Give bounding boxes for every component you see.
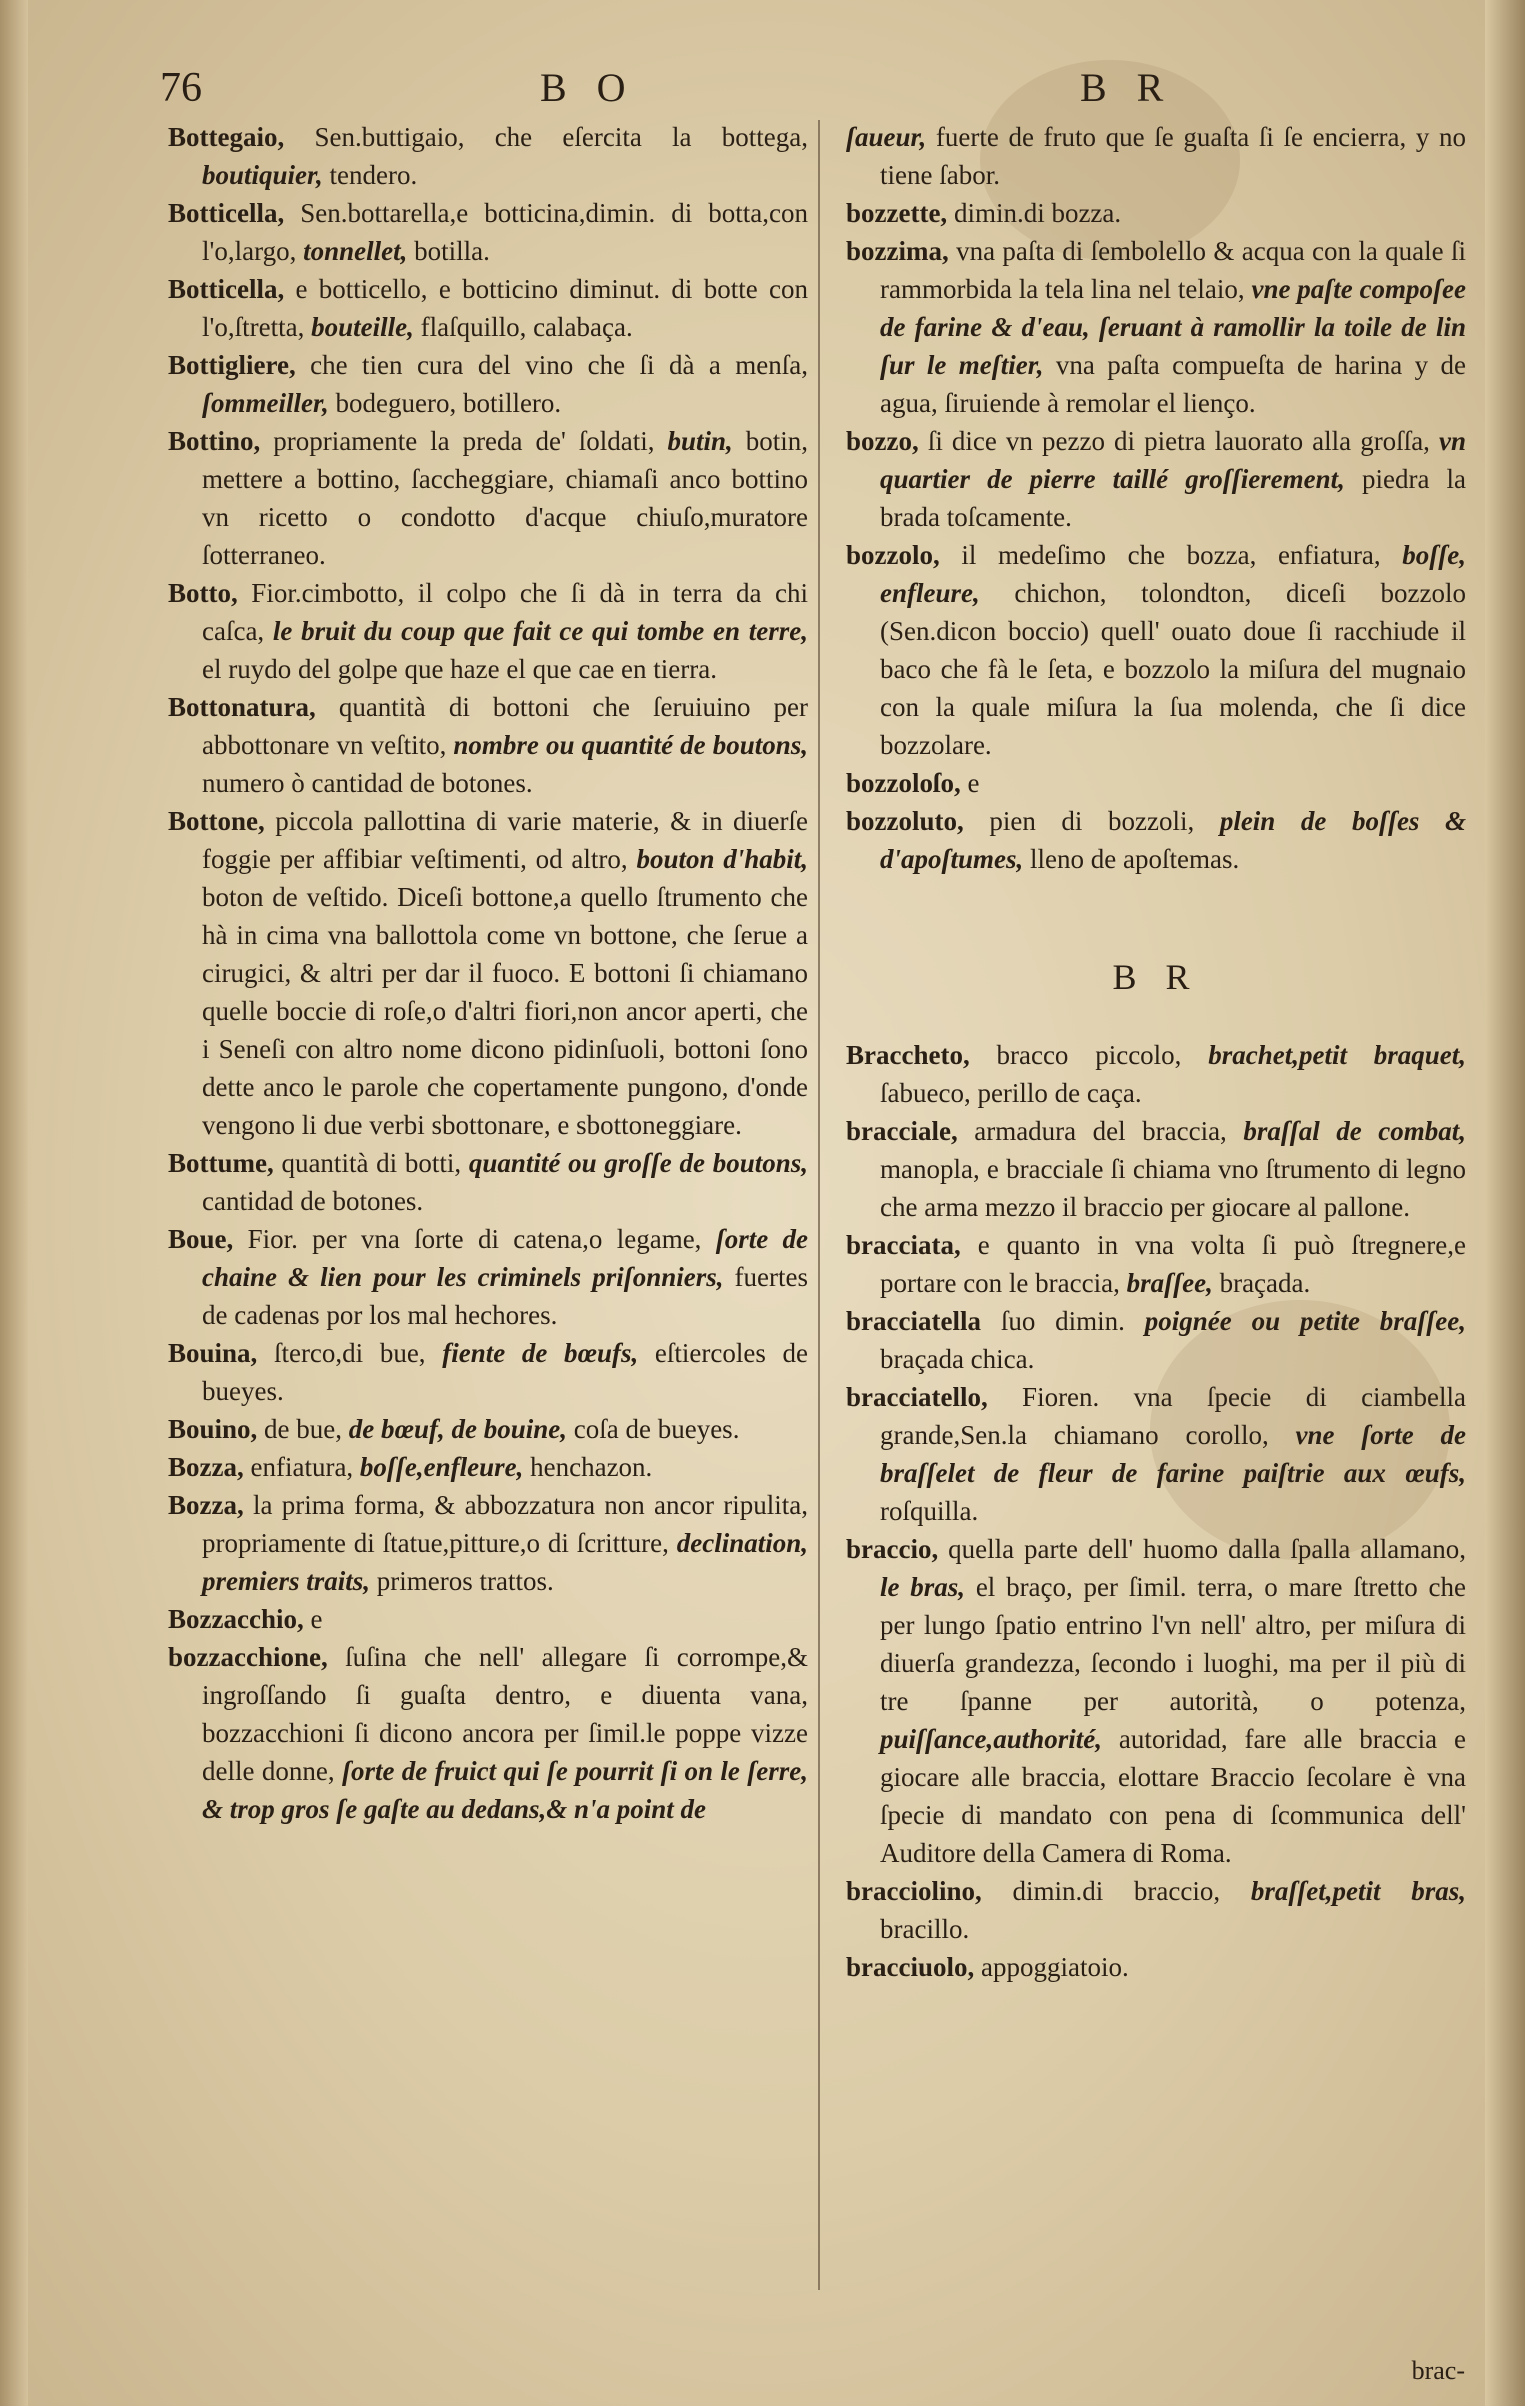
column-divider [818, 120, 820, 2290]
entry-definition: appoggiatoio. [981, 1952, 1129, 1982]
entry-spanish: braçada. [1219, 1268, 1311, 1298]
entry-french: tonnellet, [303, 236, 408, 266]
entry-headword: bozzette, [846, 198, 948, 228]
dictionary-entry [168, 194, 808, 270]
entry-french: ſorte de chaine & lien pour les criminels priſonniers, [202, 1224, 808, 1292]
dictionary-entry [846, 1872, 1466, 1948]
entry-definition: ſuo dimin. [1000, 1306, 1125, 1336]
entry-spanish: bracillo. [880, 1914, 970, 1944]
entry-headword: Bottino, [168, 426, 261, 456]
dictionary-entry [846, 1948, 1466, 1986]
entry-definition: quantità di bottoni che ſeruiuino per abbottonare vn veſtito, [202, 692, 808, 760]
entry-headword: bozzolo, [846, 540, 940, 570]
entry-definition: e [967, 768, 980, 798]
entry-headword: Bottonatura, [168, 692, 316, 722]
entry-definition: la prima forma, & abbozzatura non ancor ripulita, propriamente di ſtatue,pitture,o di ſcritture, [202, 1490, 808, 1558]
dictionary-entry [846, 536, 1466, 764]
entry-definition: Fior. per vna ſorte di catena,o legame, [247, 1224, 702, 1254]
entry-spanish: autoridad, fare alle braccia e giocare alle braccia, elottare Braccio ſecolare è vna ſpecie di mandato con pena di ſcommunica dell' Auditore della Camera di Roma. [880, 1724, 1467, 1868]
entry-headword: Bottume, [168, 1148, 274, 1178]
entry-spanish: bodeguero, botillero. [335, 388, 562, 418]
entry-headword: Braccheto, [846, 1040, 970, 1070]
entry-headword: Botticella, [168, 274, 285, 304]
entry-headword: bracciata, [846, 1230, 961, 1260]
entry-definition: Fioren. vna ſpecie di ciambella grande,Sen.la chiamano corollo, [880, 1382, 1467, 1450]
left-column [168, 118, 808, 1828]
entry-spanish: coſa de bueyes. [573, 1414, 740, 1444]
entry-french: vne ſorte de braſſelet de fleur de farine paiſtrie aux œufs, [880, 1420, 1466, 1488]
dictionary-entry [846, 1226, 1466, 1302]
entry-french: ſaueur, [846, 122, 927, 152]
entry-headword: Bozza, [168, 1490, 244, 1520]
dictionary-entry [168, 1638, 808, 1828]
entry-headword: Botticella, [168, 198, 285, 228]
entry-headword: Botto, [168, 578, 238, 608]
dictionary-entry [168, 1220, 808, 1334]
entry-definition: pien di bozzoli, [989, 806, 1195, 836]
entry-french: braſſet,petit bras, [1250, 1876, 1466, 1906]
entry-spanish: el ruydo del golpe que haze el que cae en tierra. [202, 654, 717, 684]
dictionary-entry [168, 1144, 808, 1220]
dictionary-entry [168, 422, 808, 574]
entry-french: ſommeiller, [202, 388, 329, 418]
entry-headword: bozzoloſo, [846, 768, 961, 798]
right-column-bottom-entries [846, 1036, 1466, 1986]
right-running-head: B R [1080, 65, 1174, 110]
entry-headword: braccio, [846, 1534, 939, 1564]
dictionary-entry [168, 346, 808, 422]
entry-french: braſſee, [1126, 1268, 1213, 1298]
entry-french: de bœuf, de bouine, [348, 1414, 568, 1444]
entry-headword: bracciatella [846, 1306, 981, 1336]
dictionary-entry [846, 232, 1466, 422]
entry-headword: bozzima, [846, 236, 949, 266]
dictionary-entry [168, 118, 808, 194]
entry-french: vne paſte compoſee de farine & d'eau, ſeruant à ramollir la toile de lin ſur le meſtier, [880, 274, 1467, 380]
entry-definition: Fior.cimbotto, il colpo che ſi dà in terra da chi caſca, [202, 578, 809, 646]
entry-french: nombre ou quantité de boutons, [453, 730, 809, 760]
dictionary-entry [168, 1600, 808, 1638]
entry-french: puiſſance,authorité, [880, 1724, 1103, 1754]
entry-headword: Bouino, [168, 1414, 258, 1444]
entry-spanish: ſabueco, perillo de caça. [880, 1078, 1142, 1108]
page-edge-right [1485, 0, 1525, 2406]
entry-spanish: henchazon. [530, 1452, 653, 1482]
running-header [150, 64, 1445, 124]
dictionary-entry [168, 802, 808, 1144]
page-edge-left [0, 0, 28, 2406]
dictionary-entry [168, 688, 808, 802]
entry-headword: bracciale, [846, 1116, 958, 1146]
entry-spanish: vna paſta compueſta de harina y de agua, ſiruiende à remolar el lienço. [880, 350, 1467, 418]
entry-definition: che tien cura del vino che ſi dà a menſa, [310, 350, 808, 380]
entry-french: boutiquier, [202, 160, 323, 190]
entry-headword: Bottone, [168, 806, 265, 836]
entry-headword: bozzo, [846, 426, 919, 456]
entry-headword: Bozzacchio, [168, 1604, 304, 1634]
entry-french: boſſe,enfleure, [359, 1452, 524, 1482]
catchword: brac- [1411, 2356, 1465, 2385]
entry-definition: e quanto in vna volta ſi può ſtregnere,e portare con le braccia, [880, 1230, 1467, 1298]
entry-definition: armadura del braccia, [974, 1116, 1227, 1146]
entry-french: fiente de bœufs, [442, 1338, 639, 1368]
entry-french: le bruit du coup que fait ce qui tombe en terre, [272, 616, 808, 646]
entry-headword: bozzoluto, [846, 806, 964, 836]
dictionary-entry [168, 1334, 808, 1410]
entry-spanish: roſquilla. [880, 1496, 979, 1526]
entry-spanish: cantidad de botones. [202, 1186, 424, 1216]
dictionary-entry [846, 1302, 1466, 1378]
entry-headword: bozzacchione, [168, 1642, 328, 1672]
entry-french: boſſe, enfleure, [880, 540, 1467, 608]
dictionary-entry [846, 118, 1466, 194]
entry-definition: e [310, 1604, 323, 1634]
entry-french: poignée ou petite braſſee, [1144, 1306, 1467, 1336]
dictionary-entry [846, 422, 1466, 536]
entry-definition: de bue, [264, 1414, 343, 1444]
right-column-top-entries [846, 118, 1466, 878]
entry-definition: Sen.bottarella,e botticina,dimin. di botta,con l'o,largo, [202, 198, 809, 266]
entry-spanish: boton de veſtido. Diceſi bottone,a quello ſtrumento che hà in cima vna ballottola come vn bottone, che ſerue a cirugici, & altri per dar il fuoco. E bottoni ſi chiamano quelle boccie di roſe,o d'altri fiori,non ancor aperti, che i Seneſi con altro nome dicono pidinſuoli, bottoni ſono dette anco le parole che copertamente pungono, d'onde vengono li due verbi sbottonare, e sbottoneggiare. [202, 882, 808, 1140]
dictionary-entry [846, 802, 1466, 878]
page-number: 76 [160, 65, 202, 111]
dictionary-entry [846, 1530, 1466, 1872]
entry-spanish: botin, mettere a bottino, ſaccheggiare, chiamaſi anco bottino vn ricetto o condotto d'acque chiuſo,muratore ſotterraneo. [202, 426, 809, 570]
entry-definition: vna paſta di ſembolello & acqua con la quale ſi rammorbida la tela lina nel telaio, [880, 236, 1466, 304]
entry-spanish: manopla, e bracciale ſi chiama vno ſtrumento di legno che arma mezzo il braccio per giocare al pallone. [880, 1154, 1466, 1222]
entry-definition: enfiatura, [250, 1452, 354, 1482]
left-running-head: B O [540, 65, 636, 110]
entry-french: plein de boſſes & d'apoſtumes, [880, 806, 1467, 874]
entry-french: braſſal de combat, [1243, 1116, 1467, 1146]
entry-headword: Bouina, [168, 1338, 258, 1368]
entry-definition: bracco piccolo, [996, 1040, 1182, 1070]
entry-spanish: fuertes de cadenas por los mal hechores. [202, 1262, 808, 1330]
entry-definition: Sen.buttigaio, che eſercita la bottega, [314, 122, 808, 152]
entry-definition: dimin.di bozza. [953, 198, 1122, 228]
dictionary-entry [846, 1036, 1466, 1112]
entry-spanish: lleno de apoſtemas. [1030, 844, 1240, 874]
entry-definition: quantità di botti, [281, 1148, 462, 1178]
dictionary-entry [168, 1448, 808, 1486]
entry-headword: Bozza, [168, 1452, 244, 1482]
entry-spanish: flaſquillo, calabaça. [420, 312, 633, 342]
dictionary-entry [846, 194, 1466, 232]
entry-spanish: el braço, per ſimil. terra, o mare ſtretto che per lungo ſpatio entrino l'vn nell' altro, per miſura di diuerſa grandezza, ſecondo i luoghi, ma per il più di tre ſpanne per autorità, o potenza, [880, 1572, 1467, 1716]
entry-headword: Boue, [168, 1224, 234, 1254]
entry-french: vn quartier de pierre taillé groſſierement, [880, 426, 1467, 494]
entry-spanish: numero ò cantidad de botones. [202, 768, 533, 798]
dictionary-entry [846, 1112, 1466, 1226]
entry-french: le bras, [880, 1572, 966, 1602]
entry-spanish: botilla. [414, 236, 490, 266]
entry-headword: bracciatello, [846, 1382, 988, 1412]
entry-spanish: chichon, tolondton, diceſi bozzolo (Sen.dicon boccio) quell' ouato doue ſi racchiude il baco che fà le ſeta, e bozzolo la miſura del mugnaio con la quale miſura la ſua molenda, che ſi dice bozzolare. [880, 578, 1467, 760]
entry-french: declination, premiers traits, [202, 1528, 808, 1596]
entry-spanish: eſtiercoles de bueyes. [202, 1338, 808, 1406]
entry-french: quantité ou groſſe de boutons, [468, 1148, 808, 1178]
entry-french: bouton d'habit, [636, 844, 809, 874]
entry-spanish: tendero. [329, 160, 418, 190]
entry-definition: piccola pallottina di varie materie, & in diuerſe foggie per affibiar veſtimenti, od altro, [202, 806, 808, 874]
entry-definition: e botticello, e botticino diminut. di botte con l'o,ſtretta, [202, 274, 808, 342]
entry-spanish: piedra la brada toſcamente. [880, 464, 1467, 532]
dictionary-entry [168, 574, 808, 688]
entry-french: brachet,petit braquet, [1208, 1040, 1466, 1070]
entry-french: bouteille, [311, 312, 414, 342]
entry-definition: il medeſimo che bozza, enfiatura, [961, 540, 1381, 570]
dictionary-entry [168, 1410, 808, 1448]
entry-headword: Bottigliere, [168, 350, 296, 380]
entry-definition: ſterco,di bue, [273, 1338, 426, 1368]
dictionary-entry [168, 270, 808, 346]
right-column [846, 118, 1466, 1986]
entry-definition: quella parte dell' huomo dalla ſpalla allamano, [948, 1534, 1466, 1564]
entry-definition: ſuſina che nell' allegare ſi corrompe,& ingroſſando ſi guaſta dentro, e diuenta vana, bozzacchioni ſi dicono ancora per ſimil.le poppe vizze delle donne, [202, 1642, 808, 1786]
entry-headword: bracciuolo, [846, 1952, 975, 1982]
entry-spanish: primeros trattos. [376, 1566, 554, 1596]
entry-definition: propriamente la preda de' ſoldati, [273, 426, 655, 456]
entry-spanish: braçada chica. [880, 1344, 1035, 1374]
dictionary-entry [846, 764, 1466, 802]
entry-definition: ſi dice vn pezzo di pietra lauorato alla groſſa, [927, 426, 1430, 456]
section-heading: B R [1112, 957, 1200, 997]
entry-definition: dimin.di braccio, [1012, 1876, 1221, 1906]
entry-french: butin, [667, 426, 733, 456]
entry-spanish: fuerte de fruto que ſe guaſta ſi ſe encierra, y no tiene ſabor. [880, 122, 1466, 190]
entry-headword: Bottegaio, [168, 122, 285, 152]
entry-headword: bracciolino, [846, 1876, 982, 1906]
entry-french: ſorte de fruict qui ſe pourrit ſi on le ſerre, & trop gros ſe gaſte au dedans,& n'a point de [202, 1756, 808, 1824]
dictionary-entry [168, 1486, 808, 1600]
dictionary-entry [846, 1378, 1466, 1530]
